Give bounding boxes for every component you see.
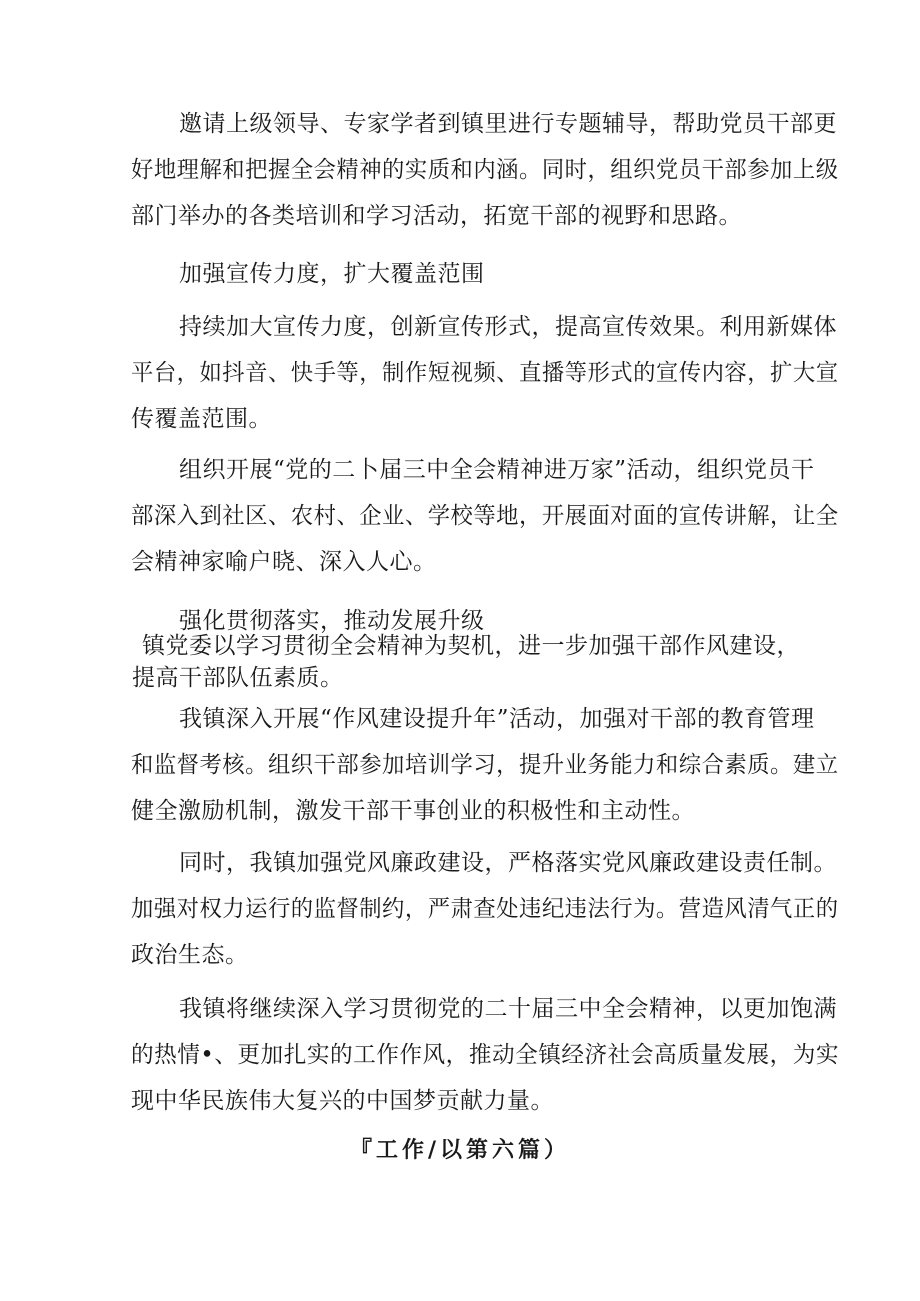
paragraph-line: 提高干部队伍素质。 [132, 665, 344, 691]
paragraph-line: 平台，如抖音、快手等，制作短视频、直播等形式的宣传内容，扩大宣 [131, 360, 839, 386]
article-footer: 『工作/以第六篇） [349, 1138, 571, 1163]
paragraph-line: 和监督考核。组织干部参加培训学习，提升业务能力和综合素质。建立 [131, 752, 839, 778]
paragraph-line: 传覆盖范围。 [131, 406, 272, 432]
paragraph-line: 现中华民族伟大复兴的中国梦贡献力量。 [131, 1088, 554, 1114]
paragraph-line: 健全激励机制，激发干部干事创业的积极性和主动性。 [131, 798, 695, 824]
paragraph-line: 部深入到社区、农村、企业、学校等地，开展面对面的宣传讲解，让全 [131, 503, 839, 529]
paragraph-line: 邀请上级领导、专家学者到镇里进行专题辅导，帮助党员干部更 [179, 111, 837, 137]
paragraph-1 [131, 101, 839, 239]
paragraph-line: 我镇深入开展“作风建设提升年”活动，加强对干部的教育管理 [179, 706, 815, 732]
paragraph-line: 组织开展“党的二卜届三中全会精神进万家”活动，组织党员干 [179, 457, 815, 483]
paragraph-line: 会精神家喻户晓、深入人心。 [131, 549, 437, 575]
paragraph-5 [131, 696, 839, 834]
paragraph-line: 的热情•、更加扎实的工作作风，推动全镇经济社会高质量发展，为实 [131, 1042, 840, 1068]
section-heading: 强化贯彻落实，推动发展升级 [179, 608, 485, 634]
paragraph-line: 同时，我镇加强党风廉政建设，严格落实党风廉政建设责任制。 [179, 850, 837, 876]
paragraph-7 [131, 986, 840, 1124]
paragraph-2 [131, 304, 839, 442]
paragraph-6 [131, 840, 839, 978]
section-heading-propaganda [131, 251, 799, 297]
paragraph-line: 镇党委以学习贯彻全会精神为契机，进一步加强干部作风建设， [142, 633, 800, 659]
paragraph-4 [132, 630, 810, 694]
section-heading: 加强宣传力度，扩大覆盖范围 [179, 261, 485, 287]
paragraph-line: 持续加大宣传力度，创新宣传形式，提高宣传效果。利用新媒体 [179, 314, 837, 340]
paragraph-line: 政治生态。 [131, 942, 249, 968]
paragraph-3 [131, 447, 839, 585]
paragraph-line: 好地理解和把握全会精神的实质和内涵。同时，组织党员干部参加上级 [131, 157, 839, 183]
paragraph-line: 部门举办的各类培训和学习活动，拓宽干部的视野和思路。 [131, 203, 742, 229]
paragraph-line: 加强对权力运行的监督制约，严肃查处违纪违法行为。营造风清气正的 [131, 896, 839, 922]
paragraph-line: 我镇将继续深入学习贯彻党的二十届三中全会精神，以更加饱满 [179, 996, 837, 1022]
